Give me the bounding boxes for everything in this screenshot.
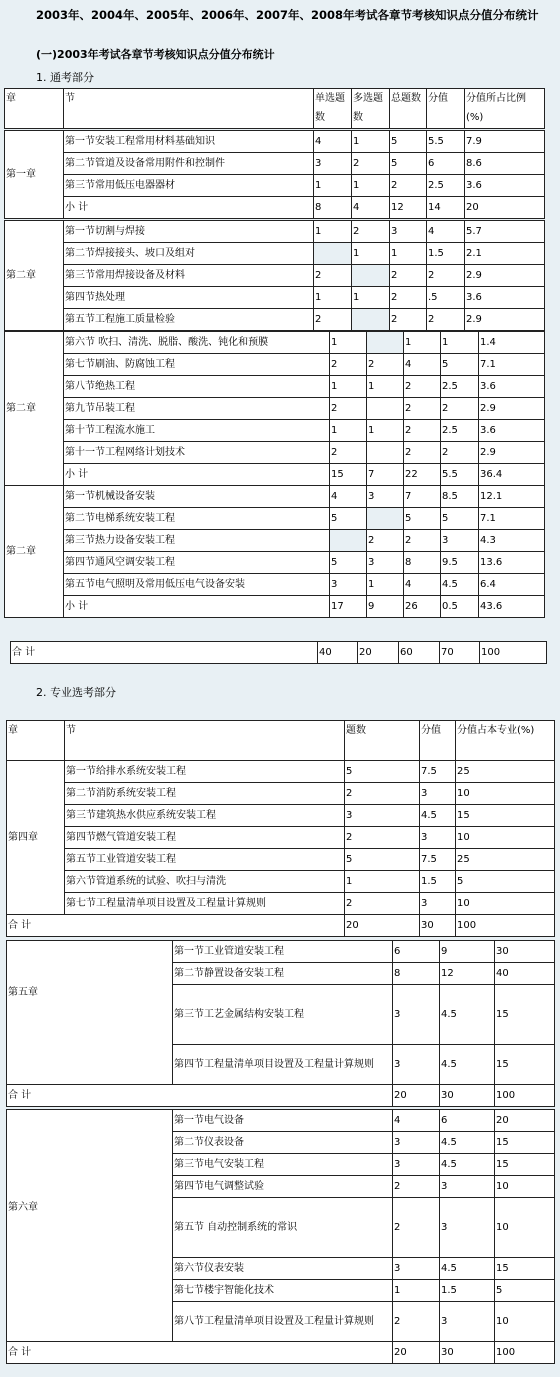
score-cell: 4.5 bbox=[420, 805, 456, 827]
section-cell: 第三节电气安装工程 bbox=[173, 1154, 393, 1176]
ratio-cell: 30 bbox=[495, 941, 555, 963]
single-cell: 1 bbox=[330, 420, 367, 442]
multi-cell: 1 bbox=[352, 287, 390, 309]
total-cell: 1 bbox=[390, 243, 427, 265]
score-cell: 2 bbox=[441, 442, 479, 464]
section-cell: 第四节通风空调安装工程 bbox=[64, 552, 330, 574]
total-cell: 4 bbox=[404, 354, 441, 376]
section-cell: 第七节楼宇智能化技术 bbox=[173, 1280, 393, 1302]
score-cell: 3 bbox=[420, 827, 456, 849]
count-cell: 2 bbox=[393, 1176, 440, 1198]
ratio-cell: 100 bbox=[480, 642, 547, 664]
section-cell: 第二节焊接接头、坡口及组对 bbox=[64, 243, 314, 265]
section-cell: 第三节建筑热水供应系统安装工程 bbox=[65, 805, 345, 827]
score-cell: 5.5 bbox=[427, 131, 465, 153]
section-cell: 第一节工业管道安装工程 bbox=[173, 941, 393, 963]
multi-cell: 3 bbox=[367, 486, 404, 508]
section-cell: 第五节 自动控制系统的常识 bbox=[173, 1198, 393, 1258]
score-cell: 2.5 bbox=[427, 175, 465, 197]
chapter-cell: 第二章 bbox=[5, 486, 64, 618]
ratio-cell: 43.6 bbox=[479, 596, 545, 618]
score-cell: 70 bbox=[440, 642, 480, 664]
single-cell: 8 bbox=[314, 197, 352, 219]
section-cell: 小 计 bbox=[64, 464, 330, 486]
count-cell: 20 bbox=[393, 1085, 440, 1107]
count-cell: 3 bbox=[393, 1154, 440, 1176]
section-cell: 第四节热处理 bbox=[64, 287, 314, 309]
count-cell: 2 bbox=[345, 893, 420, 915]
col-chapter: 章 bbox=[7, 721, 65, 761]
total-label: 合 计 bbox=[11, 642, 318, 664]
score-cell: 9.5 bbox=[441, 552, 479, 574]
table-row bbox=[7, 893, 555, 915]
ratio-cell: 20 bbox=[495, 1110, 555, 1132]
section-cell: 第四节电气调整试验 bbox=[173, 1176, 393, 1198]
ratio-cell: 10 bbox=[495, 1198, 555, 1258]
ratio-cell: 100 bbox=[456, 915, 555, 937]
section-cell: 第五节电气照明及常用低压电气设备安装 bbox=[64, 574, 330, 596]
ratio-cell: 25 bbox=[456, 761, 555, 783]
count-cell: 8 bbox=[393, 963, 440, 985]
score-cell: 4.5 bbox=[440, 1045, 495, 1085]
table-row bbox=[5, 265, 545, 287]
total-label: 合 计 bbox=[7, 1342, 393, 1364]
count-cell: 3 bbox=[345, 805, 420, 827]
part1-block4-table bbox=[4, 485, 545, 618]
score-cell: 5 bbox=[441, 508, 479, 530]
score-cell: 2.5 bbox=[441, 376, 479, 398]
multi-cell bbox=[352, 265, 390, 287]
table-row bbox=[5, 596, 545, 618]
total-cell: 22 bbox=[404, 464, 441, 486]
single-cell: 17 bbox=[330, 596, 367, 618]
ratio-cell: 3.6 bbox=[479, 376, 545, 398]
table-row bbox=[5, 221, 545, 243]
score-cell: 12 bbox=[440, 963, 495, 985]
table-row bbox=[5, 243, 545, 265]
total-row bbox=[7, 1085, 555, 1107]
table-row bbox=[5, 442, 545, 464]
table-row bbox=[7, 871, 555, 893]
section-cell: 第六节仪表安装 bbox=[173, 1258, 393, 1280]
single-cell: 15 bbox=[330, 464, 367, 486]
total-row bbox=[7, 915, 555, 937]
count-cell: 5 bbox=[345, 761, 420, 783]
col-score: 分值 bbox=[420, 721, 456, 761]
table-row bbox=[5, 574, 545, 596]
single-cell: 4 bbox=[314, 131, 352, 153]
part2-ch6-table bbox=[6, 1109, 555, 1364]
total-cell: 2 bbox=[404, 398, 441, 420]
total-cell: 1 bbox=[404, 332, 441, 354]
total-cell: 7 bbox=[404, 486, 441, 508]
single-cell: 2 bbox=[330, 354, 367, 376]
multi-cell bbox=[367, 332, 404, 354]
score-cell: 4.5 bbox=[441, 574, 479, 596]
single-cell: 2 bbox=[314, 265, 352, 287]
score-cell: 7.5 bbox=[420, 761, 456, 783]
score-cell: 30 bbox=[420, 915, 456, 937]
score-cell: 4.5 bbox=[440, 1258, 495, 1280]
section-cell: 第三节热力设备安装工程 bbox=[64, 530, 330, 552]
section-cell: 第七节刷油、防腐蚀工程 bbox=[64, 354, 330, 376]
count-cell: 4 bbox=[393, 1110, 440, 1132]
table-row bbox=[5, 354, 545, 376]
ratio-cell: 15 bbox=[495, 1045, 555, 1085]
multi-cell: 1 bbox=[367, 420, 404, 442]
ratio-cell: 3.6 bbox=[465, 175, 545, 197]
ratio-cell: 2.1 bbox=[465, 243, 545, 265]
single-cell: 5 bbox=[330, 508, 367, 530]
ratio-cell: 15 bbox=[495, 1258, 555, 1280]
ratio-cell: 10 bbox=[456, 783, 555, 805]
ratio-cell: 10 bbox=[495, 1302, 555, 1342]
total-cell: 60 bbox=[399, 642, 440, 664]
score-cell: 2.5 bbox=[441, 420, 479, 442]
section-cell: 第九节吊装工程 bbox=[64, 398, 330, 420]
total-cell: 2 bbox=[404, 530, 441, 552]
ratio-cell: 36.4 bbox=[479, 464, 545, 486]
total-cell: 2 bbox=[390, 175, 427, 197]
multi-cell: 2 bbox=[367, 354, 404, 376]
table-row bbox=[5, 287, 545, 309]
section-cell: 第四节燃气管道安装工程 bbox=[65, 827, 345, 849]
chapter-cell: 第四章 bbox=[7, 761, 65, 915]
ratio-cell: 4.3 bbox=[479, 530, 545, 552]
score-cell: 3 bbox=[420, 783, 456, 805]
section-cell: 第一节给排水系统安装工程 bbox=[65, 761, 345, 783]
ratio-cell: 7.1 bbox=[479, 508, 545, 530]
ratio-cell: 20 bbox=[465, 197, 545, 219]
score-cell: 3 bbox=[440, 1302, 495, 1342]
table-row bbox=[5, 552, 545, 574]
section-subtitle: (一)2003年考试各章节考核知识点分值分布统计 bbox=[36, 48, 275, 61]
count-cell: 2 bbox=[393, 1302, 440, 1342]
multi-cell: 3 bbox=[367, 552, 404, 574]
count-cell: 2 bbox=[345, 827, 420, 849]
multi-cell: 7 bbox=[367, 464, 404, 486]
count-cell: 3 bbox=[393, 1258, 440, 1280]
col-single: 单选题数 bbox=[314, 89, 352, 129]
multi-cell: 9 bbox=[367, 596, 404, 618]
table-row bbox=[5, 376, 545, 398]
count-cell: 3 bbox=[393, 1132, 440, 1154]
section-cell: 第十一节工程网络计划技术 bbox=[64, 442, 330, 464]
count-cell: 5 bbox=[345, 849, 420, 871]
total-cell: 12 bbox=[390, 197, 427, 219]
section-cell: 第一节机械设备安装 bbox=[64, 486, 330, 508]
ratio-cell: 7.9 bbox=[465, 131, 545, 153]
score-cell: 1.5 bbox=[427, 243, 465, 265]
table-row bbox=[7, 827, 555, 849]
part1-block2-table bbox=[4, 220, 545, 331]
total-label: 合 计 bbox=[7, 915, 345, 937]
single-cell bbox=[314, 243, 352, 265]
ratio-cell: 10 bbox=[495, 1176, 555, 1198]
chapter-cell: 第二章 bbox=[5, 221, 64, 331]
multi-cell: 1 bbox=[367, 574, 404, 596]
score-cell: 8.5 bbox=[441, 486, 479, 508]
ratio-cell: 8.6 bbox=[465, 153, 545, 175]
ratio-cell: 3.6 bbox=[479, 420, 545, 442]
col-total: 总题数 bbox=[390, 89, 427, 129]
part1-block3-table bbox=[4, 331, 545, 486]
multi-cell: 2 bbox=[352, 221, 390, 243]
count-cell: 2 bbox=[345, 783, 420, 805]
page-title: 2003年、2004年、2005年、2006年、2007年、2008年考试各章节考核知识点分值分布统计 bbox=[36, 8, 539, 22]
score-cell: 1.5 bbox=[420, 871, 456, 893]
single-cell: 2 bbox=[330, 442, 367, 464]
total-cell: 4 bbox=[404, 574, 441, 596]
multi-cell: 2 bbox=[352, 153, 390, 175]
count-cell: 1 bbox=[345, 871, 420, 893]
score-cell: 14 bbox=[427, 197, 465, 219]
multi-cell: 4 bbox=[352, 197, 390, 219]
col-multi: 多选题数 bbox=[352, 89, 390, 129]
score-cell: 2 bbox=[441, 398, 479, 420]
table-row bbox=[5, 131, 545, 153]
table-row bbox=[5, 420, 545, 442]
ratio-cell: 40 bbox=[495, 963, 555, 985]
ratio-cell: 5 bbox=[495, 1280, 555, 1302]
multi-cell: 1 bbox=[352, 175, 390, 197]
single-cell: 40 bbox=[318, 642, 358, 664]
multi-cell: 1 bbox=[352, 243, 390, 265]
ratio-cell: 13.6 bbox=[479, 552, 545, 574]
table-row bbox=[7, 941, 555, 963]
total-cell: 2 bbox=[404, 442, 441, 464]
multi-cell: 20 bbox=[358, 642, 399, 664]
score-cell: 5.5 bbox=[441, 464, 479, 486]
count-cell: 20 bbox=[345, 915, 420, 937]
single-cell: 4 bbox=[330, 486, 367, 508]
section-cell: 第三节常用焊接设备及材料 bbox=[64, 265, 314, 287]
table-row bbox=[7, 1110, 555, 1132]
col-score: 分值 bbox=[427, 89, 465, 129]
count-cell: 3 bbox=[393, 985, 440, 1045]
col-count: 题数 bbox=[345, 721, 420, 761]
ratio-cell: 100 bbox=[495, 1342, 555, 1364]
score-cell: 3 bbox=[441, 530, 479, 552]
multi-cell bbox=[367, 398, 404, 420]
ratio-cell: 2.9 bbox=[479, 398, 545, 420]
ratio-cell: 15 bbox=[495, 985, 555, 1045]
total-cell: 2 bbox=[390, 265, 427, 287]
ratio-cell: 3.6 bbox=[465, 287, 545, 309]
single-cell: 1 bbox=[314, 175, 352, 197]
total-row bbox=[11, 642, 547, 664]
ratio-cell: 10 bbox=[456, 827, 555, 849]
multi-cell bbox=[367, 442, 404, 464]
ratio-cell: 5.7 bbox=[465, 221, 545, 243]
total-cell: 2 bbox=[404, 376, 441, 398]
section-cell: 第四节工程量清单项目设置及工程量计算规则 bbox=[173, 1045, 393, 1085]
single-cell: 1 bbox=[314, 221, 352, 243]
table-row bbox=[5, 530, 545, 552]
section-cell: 第一节切割与焊接 bbox=[64, 221, 314, 243]
score-cell: 1.5 bbox=[440, 1280, 495, 1302]
section-cell: 第十节工程流水施工 bbox=[64, 420, 330, 442]
table-row bbox=[7, 761, 555, 783]
score-cell: 2 bbox=[427, 265, 465, 287]
col-chapter: 章 bbox=[5, 89, 64, 129]
count-cell: 1 bbox=[393, 1280, 440, 1302]
score-cell: 4 bbox=[427, 221, 465, 243]
single-cell: 5 bbox=[330, 552, 367, 574]
ratio-cell: 6.4 bbox=[479, 574, 545, 596]
score-cell: 4.5 bbox=[440, 1154, 495, 1176]
single-cell: 3 bbox=[314, 153, 352, 175]
table-row bbox=[7, 849, 555, 871]
table-row bbox=[5, 508, 545, 530]
chapter-cell: 第六章 bbox=[7, 1110, 173, 1342]
ratio-cell: 15 bbox=[495, 1132, 555, 1154]
ratio-cell: 5 bbox=[456, 871, 555, 893]
section-cell: 小 计 bbox=[64, 197, 314, 219]
section-cell: 第五节工业管道安装工程 bbox=[65, 849, 345, 871]
ratio-cell: 2.9 bbox=[479, 442, 545, 464]
section-cell: 第一节电气设备 bbox=[173, 1110, 393, 1132]
score-cell: .5 bbox=[427, 287, 465, 309]
section-cell: 第二节仪表设备 bbox=[173, 1132, 393, 1154]
score-cell: 2 bbox=[427, 309, 465, 331]
single-cell: 3 bbox=[330, 574, 367, 596]
score-cell: 3 bbox=[440, 1176, 495, 1198]
single-cell: 1 bbox=[330, 332, 367, 354]
section-cell: 第三节工艺金属结构安装工程 bbox=[173, 985, 393, 1045]
score-cell: 1 bbox=[441, 332, 479, 354]
total-cell: 5 bbox=[404, 508, 441, 530]
col-section: 节 bbox=[65, 721, 345, 761]
total-label: 合 计 bbox=[7, 1085, 393, 1107]
col-section: 节 bbox=[64, 89, 314, 129]
ratio-cell: 15 bbox=[456, 805, 555, 827]
ratio-cell: 100 bbox=[495, 1085, 555, 1107]
ratio-cell: 7.1 bbox=[479, 354, 545, 376]
ratio-cell: 1.4 bbox=[479, 332, 545, 354]
multi-cell: 1 bbox=[352, 131, 390, 153]
section-cell: 第二节管道及设备常用附件和控制件 bbox=[64, 153, 314, 175]
total-cell: 8 bbox=[404, 552, 441, 574]
part2-ch4-table bbox=[6, 720, 555, 937]
ratio-cell: 2.9 bbox=[465, 309, 545, 331]
score-cell: 6 bbox=[440, 1110, 495, 1132]
table-row bbox=[5, 197, 545, 219]
section-cell: 第六节管道系统的试验、吹扫与清洗 bbox=[65, 871, 345, 893]
section-cell: 第一节安装工程常用材料基础知识 bbox=[64, 131, 314, 153]
ratio-cell: 25 bbox=[456, 849, 555, 871]
col-ratio: 分值占本专业(%) bbox=[456, 721, 555, 761]
score-cell: 3 bbox=[440, 1198, 495, 1258]
part1-block1-table bbox=[4, 130, 545, 219]
section-cell: 第七节工程量清单项目设置及工程量计算规则 bbox=[65, 893, 345, 915]
section-cell: 第八节工程量清单项目设置及工程量计算规则 bbox=[173, 1302, 393, 1342]
table-row bbox=[5, 309, 545, 331]
table-row bbox=[7, 783, 555, 805]
single-cell: 1 bbox=[330, 376, 367, 398]
single-cell: 1 bbox=[314, 287, 352, 309]
table-row bbox=[7, 805, 555, 827]
table-row bbox=[5, 153, 545, 175]
ratio-cell: 2.9 bbox=[465, 265, 545, 287]
table-row bbox=[5, 175, 545, 197]
total-cell: 5 bbox=[390, 131, 427, 153]
table-row bbox=[5, 332, 545, 354]
score-cell: 30 bbox=[440, 1085, 495, 1107]
part1-heading: 1. 通考部分 bbox=[36, 71, 94, 84]
score-cell: 4.5 bbox=[440, 1132, 495, 1154]
single-cell bbox=[330, 530, 367, 552]
count-cell: 2 bbox=[393, 1198, 440, 1258]
total-cell: 2 bbox=[404, 420, 441, 442]
chapter-cell: 第五章 bbox=[7, 941, 173, 1085]
total-cell: 3 bbox=[390, 221, 427, 243]
total-row bbox=[7, 1342, 555, 1364]
chapter-cell: 第一章 bbox=[5, 131, 64, 219]
part2-ch5-table bbox=[6, 940, 555, 1107]
single-cell: 2 bbox=[330, 398, 367, 420]
section-cell: 第二节电梯系统安装工程 bbox=[64, 508, 330, 530]
part2-heading: 2. 专业选考部分 bbox=[36, 686, 116, 699]
part1-total-table bbox=[10, 641, 547, 664]
section-cell: 第二节静置设备安装工程 bbox=[173, 963, 393, 985]
table-row bbox=[5, 464, 545, 486]
ratio-cell: 10 bbox=[456, 893, 555, 915]
section-cell: 第八节绝热工程 bbox=[64, 376, 330, 398]
table-row bbox=[5, 398, 545, 420]
total-cell: 2 bbox=[390, 309, 427, 331]
total-cell: 5 bbox=[390, 153, 427, 175]
score-cell: 9 bbox=[440, 941, 495, 963]
section-cell: 小 计 bbox=[64, 596, 330, 618]
score-cell: 30 bbox=[440, 1342, 495, 1364]
section-cell: 第二节消防系统安装工程 bbox=[65, 783, 345, 805]
score-cell: 3 bbox=[420, 893, 456, 915]
count-cell: 3 bbox=[393, 1045, 440, 1085]
score-cell: 5 bbox=[441, 354, 479, 376]
ratio-cell: 12.1 bbox=[479, 486, 545, 508]
section-cell: 第五节工程施工质量检验 bbox=[64, 309, 314, 331]
score-cell: 6 bbox=[427, 153, 465, 175]
score-cell: 7.5 bbox=[420, 849, 456, 871]
multi-cell bbox=[352, 309, 390, 331]
section-cell: 第三节常用低压电器器材 bbox=[64, 175, 314, 197]
section-cell: 第六节 吹扫、清洗、脱脂、酸洗、钝化和预膜 bbox=[64, 332, 330, 354]
single-cell: 2 bbox=[314, 309, 352, 331]
col-ratio: 分值所占比例(%) bbox=[465, 89, 545, 129]
part1-header-table bbox=[4, 88, 545, 129]
table-row bbox=[5, 486, 545, 508]
multi-cell: 2 bbox=[367, 530, 404, 552]
multi-cell bbox=[367, 508, 404, 530]
count-cell: 6 bbox=[393, 941, 440, 963]
ratio-cell: 15 bbox=[495, 1154, 555, 1176]
score-cell: 0.5 bbox=[441, 596, 479, 618]
score-cell: 4.5 bbox=[440, 985, 495, 1045]
count-cell: 20 bbox=[393, 1342, 440, 1364]
total-cell: 26 bbox=[404, 596, 441, 618]
multi-cell: 1 bbox=[367, 376, 404, 398]
total-cell: 2 bbox=[390, 287, 427, 309]
chapter-cell: 第二章 bbox=[5, 332, 64, 486]
